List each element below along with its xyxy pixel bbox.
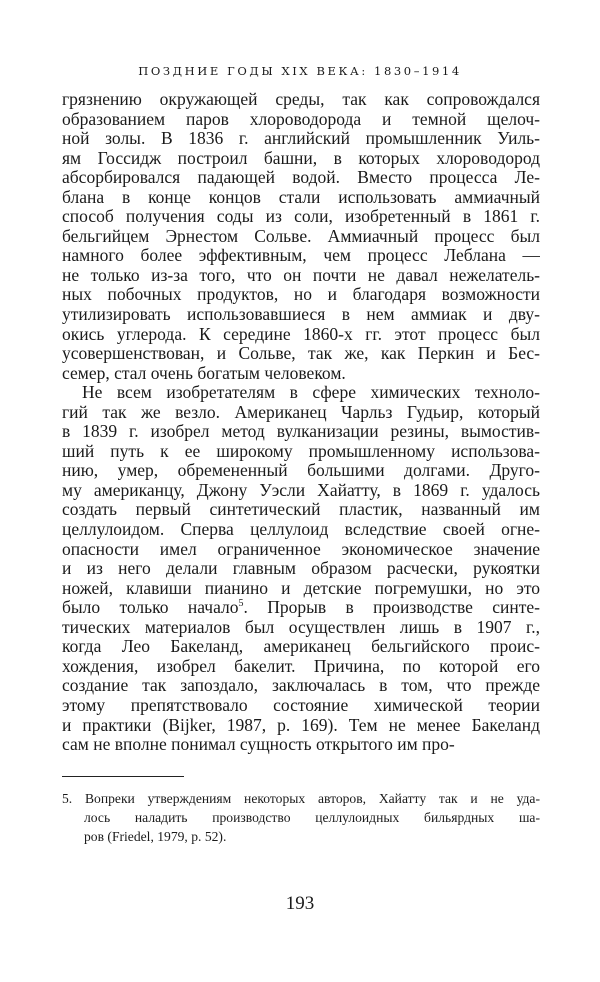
text-line: тических материалов был осуществлен лишь в 1907 г., (62, 617, 540, 637)
text-line: в 1839 г. изобрел метод вулканизации резины, вымостив- (62, 422, 540, 442)
text-line: ножей, клавиши пианино и детские погремушки, но это (62, 578, 540, 598)
text-fragment: было только начало (62, 598, 239, 618)
footnote-line: лось наладить производство целлулоидных бильярдных ша- (84, 810, 540, 825)
body-text (62, 90, 540, 755)
text-line: нию, умер, обремененный большими долгами. Друго- (62, 461, 540, 481)
text-line: ям Госсидж построил башни, в которых хлороводород (62, 148, 540, 168)
text-line: Не всем изобретателям в сфере химических техноло- (82, 383, 540, 403)
text-fragment: . Прорыв в производстве синте- (243, 598, 540, 618)
text-line: семер, стал очень богатым человеком. (62, 363, 346, 383)
text-line: грязнению окружающей среды, так как сопровождался (62, 90, 540, 109)
text-line: и из него делали главным образом расчески, рукоятки (62, 559, 540, 579)
text-line: ной золы. В 1836 г. английский промышленник Уиль- (62, 129, 540, 149)
text-line: усовершенствован, и Сольве, так же, как Перкин и Бес- (62, 344, 540, 364)
text-line: утилизировать использовавшиеся в нем аммиак и дву- (62, 305, 540, 325)
text-line: блана в конце концов стали использовать аммиачный (62, 187, 540, 207)
text-line: и практики (Bijker, 1987, p. 169). Тем не менее Бакеланд (62, 715, 540, 735)
text-line: способ получения соды из соли, изобретенный в 1861 г. (62, 207, 540, 227)
text-line: целлулоидом. Сперва целлулоид вследствие своей огне- (62, 520, 540, 540)
footnote-reference[interactable]: 5 (238, 598, 244, 610)
text-line: намного более эффективным, чем процесс Леблана — (62, 246, 540, 266)
text-line: ший путь к ее широкому промышленному использова- (62, 441, 540, 461)
footnote-line: 5. Вопреки утверждениям некоторых авторов, Хайатту так и не уда- (62, 791, 540, 806)
text-line: создать первый синтетический пластик, названный им (62, 500, 540, 520)
footnote (62, 789, 540, 846)
text-line: окись углерода. К середине 1860-х гг. этот процесс был (62, 324, 540, 344)
text-line: му американцу, Джону Уэсли Хайатту, в 1869 г. удалось (62, 480, 540, 500)
text-line: бельгийцем Эрнестом Сольве. Аммиачный процесс был (62, 226, 540, 246)
text-line: опасности имел ограниченное экономическое значение (62, 539, 540, 559)
footnote-divider (62, 776, 184, 777)
text-line: хождения, изобрел бакелит. Причина, по которой его (62, 656, 540, 676)
running-header: ПОЗДНИЕ ГОДЫ XIX ВЕКА: 1830–1914 (138, 64, 462, 78)
text-line: этому препятствовало состояние химической теории (62, 695, 540, 715)
text-line: ных побочных продуктов, но и благодаря возможности (62, 285, 540, 305)
text-line: сам не вполне понимал сущность открытого им про- (62, 735, 455, 755)
text-line: гий так же везло. Американец Чарльз Гудьир, который (62, 402, 540, 422)
footnote-line: ров (Friedel, 1979, p. 52). (84, 829, 227, 844)
text-line: не только из-за того, что он почти не давал нежелатель- (62, 265, 540, 285)
text-line: образованием паров хлороводорода и темной щелоч- (62, 109, 540, 129)
text-line: создание так запоздало, заключалась в том, что прежде (62, 676, 540, 696)
page-number: 193 (285, 893, 315, 914)
text-line: когда Лео Бакеланд, американец бельгийского проис- (62, 637, 540, 657)
text-line: абсорбировался падающей водой. Вместо процесса Ле- (62, 168, 540, 188)
text-line (62, 598, 540, 618)
